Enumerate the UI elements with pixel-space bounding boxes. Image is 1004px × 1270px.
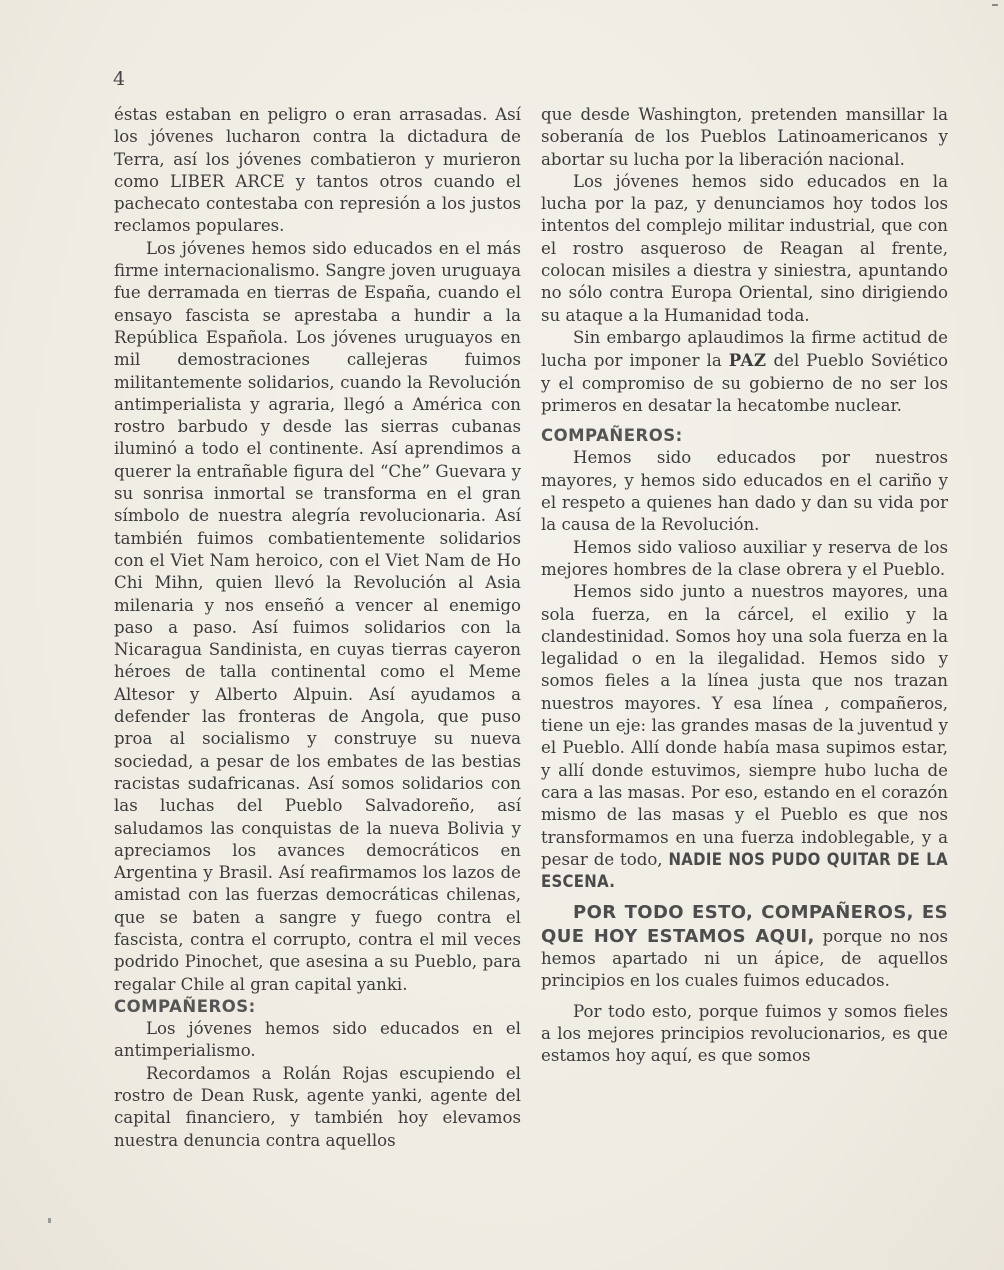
right-paragraph-1: que desde Washington, pretenden mansillar la soberanía de los Pueblos Latinoamericanos y abortar su lucha por la liberación nacional. <box>541 105 948 169</box>
right-paragraph-3-text-a: Sin embargo aplaudimos la firme actitud de lucha por imponer la <box>541 327 948 371</box>
right-paragraph-4: Hemos sido educados por nuestros mayores, y hemos sido educados en el cariño y el respeto a quienes han dado y dan su vida por la causa de la Revolución. <box>541 448 948 535</box>
right-paragraph-3-text-c: del Pueblo Soviético y el compromiso de su gobierno de no ser los primeros en desatar la hecatombe nuclear. <box>541 351 948 415</box>
left-paragraph-4: Recordamos a Rolán Rojas escupiendo el rostro de Dean Rusk, agente yanki, agente del capital financiero, y también hoy elevamos nuestra denuncia contra aquellos <box>114 1063 521 1150</box>
left-paragraph-1: éstas estaban en peligro o eran arrasadas. Así los jóvenes lucharon contra la dictadura de Terra, así los jóvenes combatieron y murieron como LIBER ARCE y tantos otros cuando el pachecato contestaba con represión a los justos reclamos populares. <box>114 105 521 236</box>
right-paragraph-6 <box>541 581 948 893</box>
por-todo-esto-emphasis: POR TODO ESTO, COMPAÑEROS, ES QUE HOY ESTAMOS AQUI, <box>541 902 948 947</box>
right-paragraph-2: Los jóvenes hemos sido educados en la lucha por la paz, y denunciamos hoy todos los intentos del complejo militar industrial, que con el rostro asqueroso de Reagan al frente, colocan misiles a diestra y siniestra, apuntando no sólo contra Europa Oriental, sino dirigiendo su ataque a la Humanidad toda. <box>541 171 948 325</box>
left-heading-companeros: COMPAÑEROS: <box>114 996 256 1016</box>
right-paragraph-7-text: porque no nos hemos apartado ni un ápice, de aquellos principios en los cuales fuimos educados. <box>541 926 948 991</box>
left-column <box>114 104 521 1152</box>
nadie-nos-pudo-emphasis: NADIE NOS PUDO QUITAR DE LA ESCENA. <box>541 849 948 892</box>
right-paragraph-5: Hemos sido valioso auxiliar y reserva de los mejores hombres de la clase obrera y el Pueblo. <box>541 537 948 579</box>
page-number: 4 <box>113 68 126 90</box>
left-paragraph-2: Los jóvenes hemos sido educados en el más firme internacionalismo. Sangre joven uruguaya fue derramada en tierras de España, cuando el ensayo fascista se aprestaba a hundir a la República Española. Los jóvenes uruguayos en mil demostraciones callejeras fuimos militantemente solidarios, cuando la Revolución antimperialista y agraria, llegó a América con rostro barbudo y desde las sierras cubanas iluminó a todo el continente. Así aprendimos a querer la entrañable figura del “Che” Guevara y su sonrisa inmortal se transforma en el gran símbolo de nuestra alegría revolucionaria. Así también fuimos combatientemente solidarios con el Viet Nam heroico, con el Viet Nam de Ho Chi Mihn, quien llevó la Revolución al Asia milenaria y nos enseñó a vencer al enemigo paso a paso. Así fuimos solidarios con la Nicaragua Sandinista, en cuyas tierras cayeron héroes de talla continental como el Meme Altesor y Alberto Alpuin. Así ayudamos a defender las fronteras de Angola, que puso proa al socialismo y construye su nueva sociedad, a pesar de los embates de las bestias racistas sudafricanas. Así somos solidarios con las luchas del Pueblo Salvadoreño, así saludamos las conquistas de la nueva Bolivia y apreciamos los avances democráticos en Argentina y Brasil. Así reafirmamos los lazos de amistad con las fuerzas democráticas chilenas, que se baten a sangre y fuego contra el fascista, contra el corrupto, contra el mil veces podrido Pinochet, que asesina a su Pueblo, para regalar Chile al gran capital yanki. <box>114 238 521 994</box>
corner-speck <box>992 4 998 6</box>
margin-speck <box>48 1218 51 1223</box>
right-heading-companeros: COMPAÑEROS: <box>541 426 683 446</box>
right-paragraph-7 <box>541 901 948 992</box>
paz-emphasis: PAZ <box>728 350 767 371</box>
right-paragraph-8: Por todo esto, porque fuimos y somos fieles a los mejores principios revolucionarios, es que estamos hoy aquí, es que somos <box>541 1001 948 1066</box>
right-column <box>541 104 948 1067</box>
right-paragraph-6-text: Hemos sido junto a nuestros mayores, una sola fuerza, en la cárcel, el exilio y la clandestinidad. Somos hoy una sola fuerza en la legalidad o en la ilegalidad. Hemos sido y somos fieles a la línea justa que nos trazan nuestros mayores. Y esa línea , compañeros, tiene un eje: las grandes masas de la juventud y el Pueblo. Allí donde había masa supimos estar, y allí donde estuvimos, siempre hubo lucha de cara a las masas. Por eso, estando en el corazón mismo de las masas y el Pueblo es que nos transformamos en una fuerza indoblegable, y a pesar de todo, <box>541 582 948 869</box>
right-paragraph-3 <box>541 327 948 417</box>
left-paragraph-3: Los jóvenes hemos sido educados en el antimperialismo. <box>114 1019 521 1061</box>
